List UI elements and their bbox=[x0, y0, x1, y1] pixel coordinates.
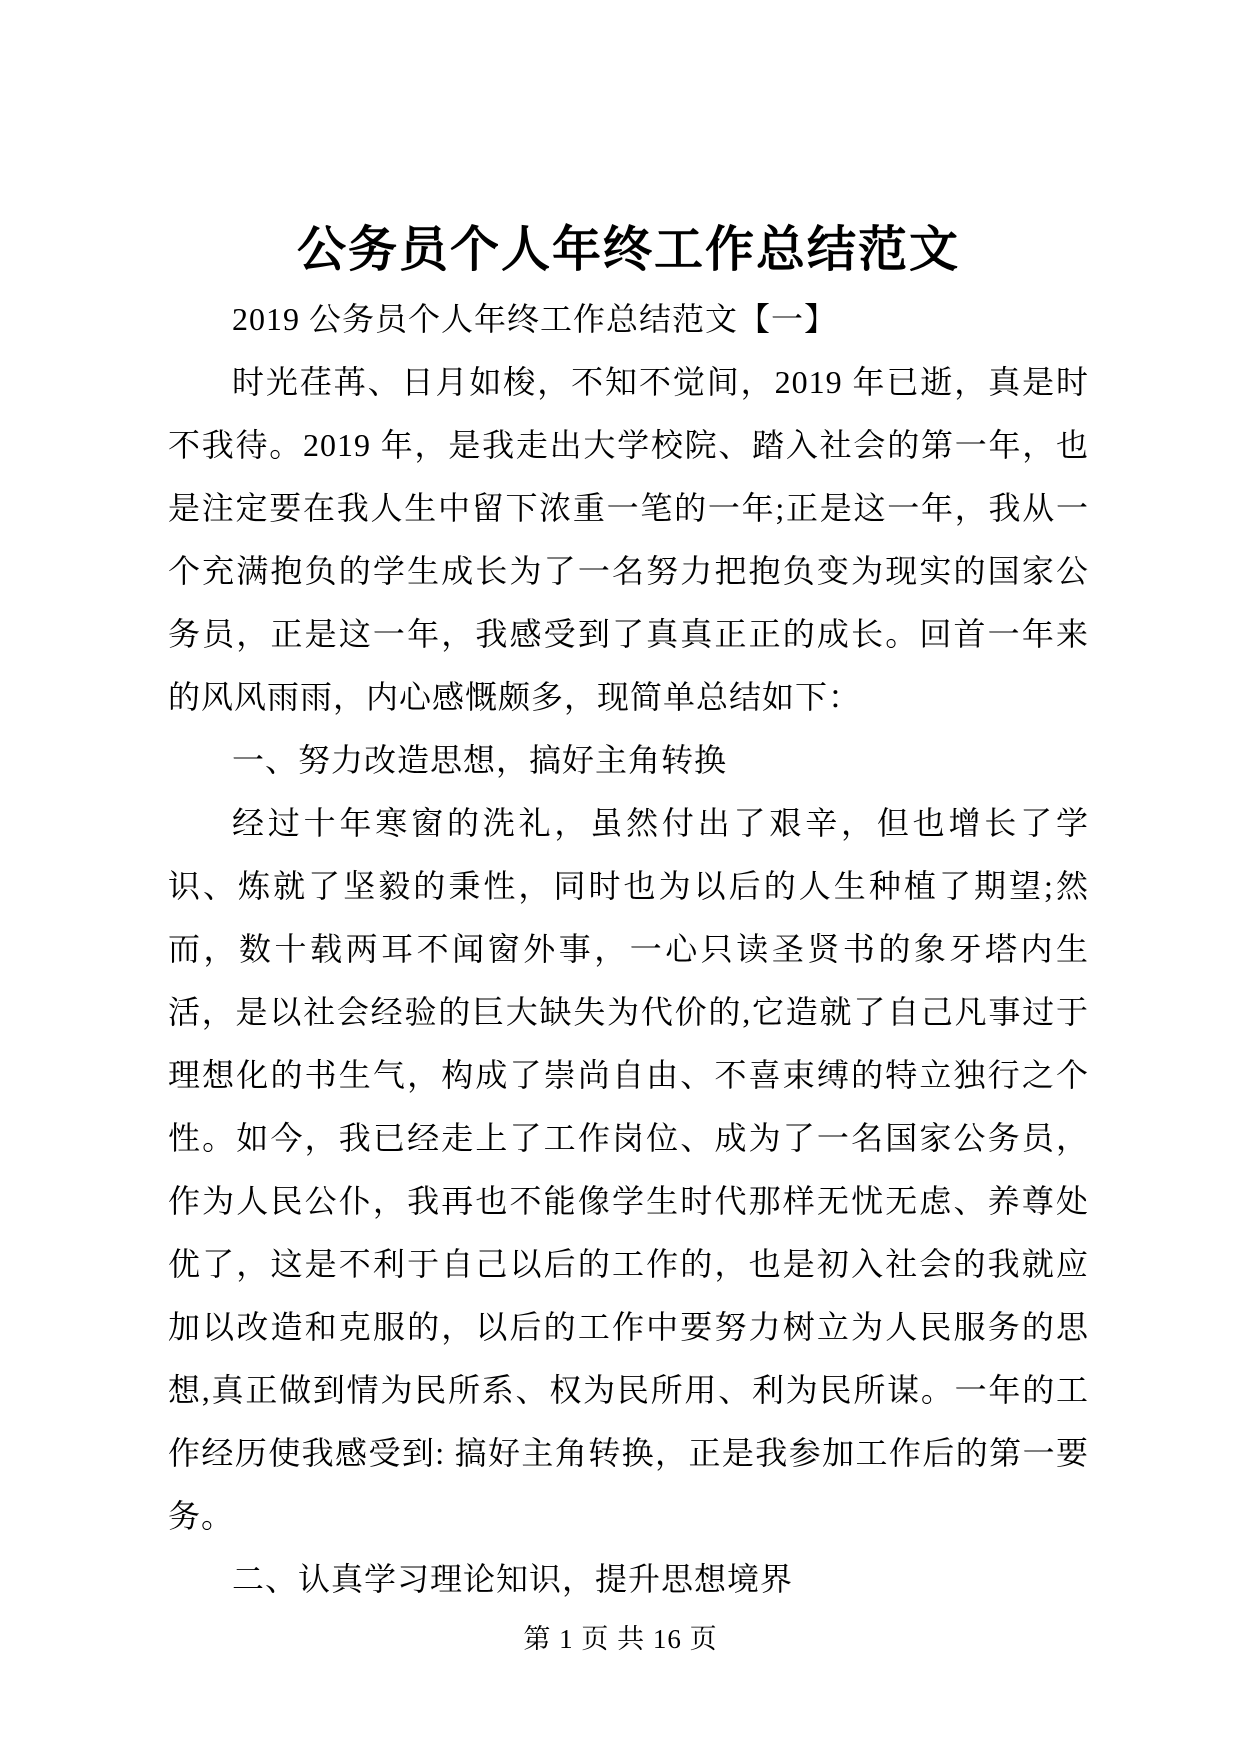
paragraph-subtitle: 2019 公务员个人年终工作总结范文【一】 bbox=[232, 301, 838, 337]
paragraph-intro: 时光荏苒、日月如梭，不知不觉间，2019 年已逝，真是时不我待。2019 年，是我走出大学校院、踏入社会的第一年，也是注定要在我人生中留下浓重一笔的一年;正是这一年，我从一个充满抱负的学生成长为了一名努力把抱负变为现实的国家公务员，正是这一年，我感受到了真真正正的成长。回首一年来的风风雨雨，内心感慨颇多，现简单总结如下： bbox=[168, 364, 1089, 715]
paragraph-section-heading-1: 一、努力改造思想，搞好主角转换 bbox=[232, 742, 728, 778]
page-number-footer: 第 1 页 共 16 页 bbox=[523, 1624, 718, 1654]
paragraph-section-heading-2: 二、认真学习理论知识，提升思想境界 bbox=[232, 1561, 794, 1597]
document-title: 公务员个人年终工作总结范文 bbox=[296, 222, 960, 277]
paragraph-section-body-1: 经过十年寒窗的洗礼，虽然付出了艰辛，但也增长了学识、炼就了坚毅的秉性，同时也为以后的人生种植了期望;然而，数十载两耳不闻窗外事，一心只读圣贤书的象牙塔内生活，是以社会经验的巨大缺失为代价的,它造就了自己凡事过于理想化的书生气，构成了崇尚自由、不喜束缚的特立独行之个性。如今，我已经走上了工作岗位、成为了一名国家公务员，作为人民公仆，我再也不能像学生时代那样无忧无虑、养尊处优了，这是不利于自己以后的工作的，也是初入社会的我就应加以改造和克服的，以后的工作中要努力树立为人民服务的思想,真正做到情为民所系、权为民所用、利为民所谋。一年的工作经历使我感受到: 搞好主角转换，正是我参加工作后的第一要务。 bbox=[168, 805, 1089, 1534]
